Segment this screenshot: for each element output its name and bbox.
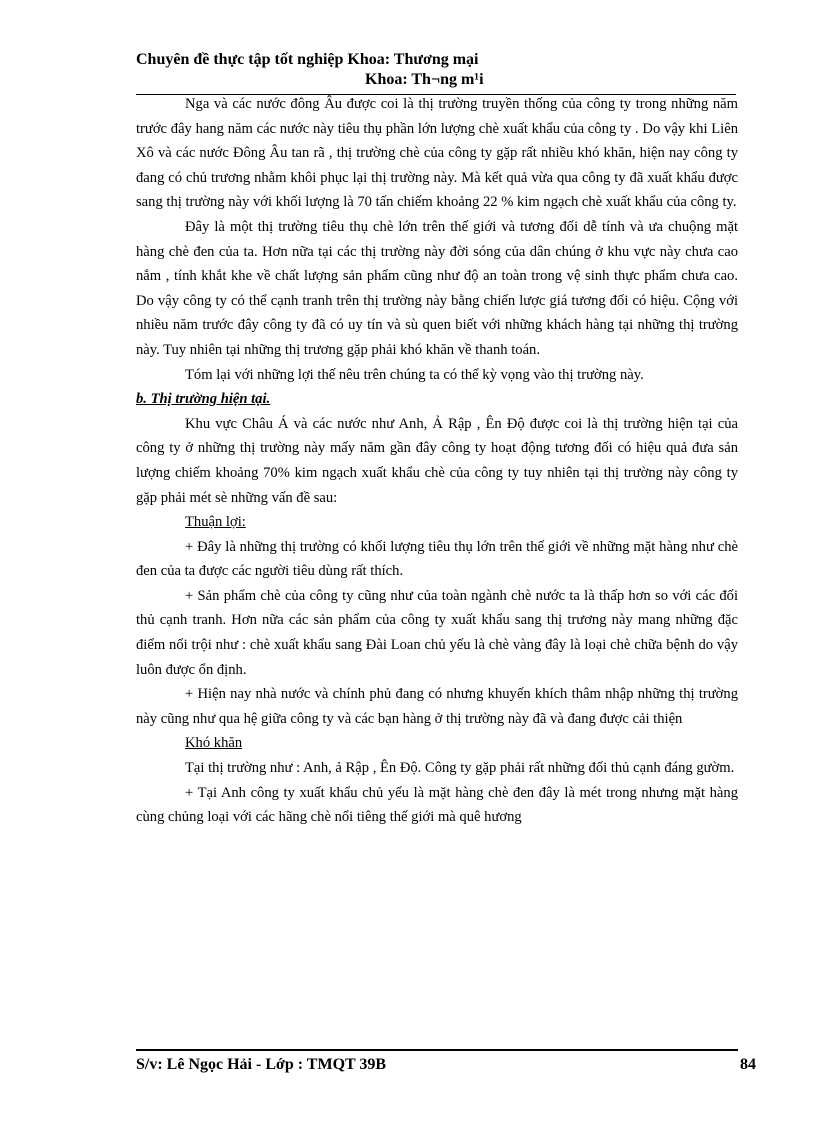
section-heading-b-text: b. Thị trường hiện tại. xyxy=(136,391,271,408)
document-body xyxy=(136,92,738,830)
paragraph-6: + Sản phẩm chè của công ty cũng như của toàn ngành chè nước ta là thấp hơn so với các đối thủ cạnh tranh. Hơn nữa các sản phẩm của công ty xuất khẩu sang thị trương này mang những đặc điểm nổi trội như : chè xuất khẩu sang Đài Loan chủ yếu là chè vàng đây là loại chè chữa bệnh do vậy luôn được ổn định. xyxy=(136,587,738,678)
footer-author: S/v: Lê Ngọc Hải - Lớp : TMQT 39B xyxy=(136,1056,387,1073)
paragraph-2: Đây là một thị trường tiêu thụ chè lớn trên thế giới và tương đối dễ tính và ưa chuộng mặt hàng chè đen của ta. Hơn nữa tại các thị trường này đời sóng của dân chúng ở khu vực này chưa cao nắm , tính khắt khe về chất lượng sản phẩm cũng như độ an toàn trong vệ sinh thực phẩm chưa cao. Do vậy công ty có thể cạnh tranh trên thị trường này bằng chiến lược giá tương đối có hiệu. Cộng với nhiều năm trước đây công ty đã có uy tín và sù quen biết với những khách hàng tại những thị trường này. Tuy nhiên tại những thị trương gặp phải khó khăn về thanh toán. xyxy=(136,218,738,358)
page-header xyxy=(136,50,756,90)
paragraph-3: Tóm lại với những lợi thế nêu trên chúng ta có thể kỳ vọng vào thị trường này. xyxy=(185,366,644,383)
paragraph-9: + Tại Anh công ty xuất khẩu chủ yếu là mặt hàng chè đen đây là mét trong nhưng mặt hàng cùng chủng loại với các hãng chè nổi tiêng thế giới mà quê hương xyxy=(136,784,738,826)
label-thuan-loi xyxy=(136,510,738,535)
footer-rule xyxy=(136,1049,738,1051)
paragraph-8: Tại thị trường như : Anh, ả Rập , Ên Độ. Công ty gặp phải rất những đối thủ cạnh đáng gườm. xyxy=(185,760,735,777)
page-footer xyxy=(136,1055,756,1075)
paragraph-4: Khu vực Châu Á và các nước như Anh, Ả Rập , Ên Độ được coi là thị trường hiện tại của công ty ở những thị trường này mấy năm gần đây công ty hoạt động tương đối có hiệu quả đưa sản lượng chiếm khoảng 70% kim ngạch xuất khẩu chè của công ty tuy nhiên tại thị trường này công ty gặp phải mét sè những vấn đề sau: xyxy=(136,415,738,506)
header-line-1: Chuyên đề thực tập tốt nghiệp Khoa: Thương mại xyxy=(136,51,479,68)
section-heading-b xyxy=(136,387,738,412)
page-number: 84 xyxy=(740,1056,756,1073)
paragraph-1: Nga và các nước đông Âu được coi là thị trường truyền thống của công ty trong những năm trước đây hang năm các nước này tiêu thụ phần lớn lượng chè xuất khẩu của công ty . Do vậy khi Liên Xô và các nước Đông Âu tan rã , thị trường chè của công ty gặp rất nhiều khó khăn, hiện nay công ty đang có chủ trương nhằm khôi phục lại thị trường này. Mà kết quả vừa qua công ty đã xuất khẩu được sang thị trường này với khối lượng là 70 tấn chiếm khoảng 22 % kim ngạch chè xuất khẩu của công ty. xyxy=(136,96,738,211)
label-kho-khan-text: Khó khăn xyxy=(185,735,243,752)
paragraph-5: + Đây là những thị trường có khối lượng tiêu thụ lớn trên thế giới về những mặt hàng như chè đen của ta được các người tiêu dùng rất thích. xyxy=(136,538,738,580)
label-kho-khan xyxy=(136,731,738,756)
header-line-2: Khoa: Th¬ng m¹i xyxy=(365,71,484,88)
paragraph-7: + Hiện nay nhà nước và chính phủ đang có nhưng khuyến khích thâm nhập những thị trường này cũng như qua hệ giữa công ty và các bạn hàng ở thị trường này đã và đang được cải thiện xyxy=(136,686,738,727)
label-thuan-loi-text: Thuận lợi: xyxy=(185,514,246,531)
